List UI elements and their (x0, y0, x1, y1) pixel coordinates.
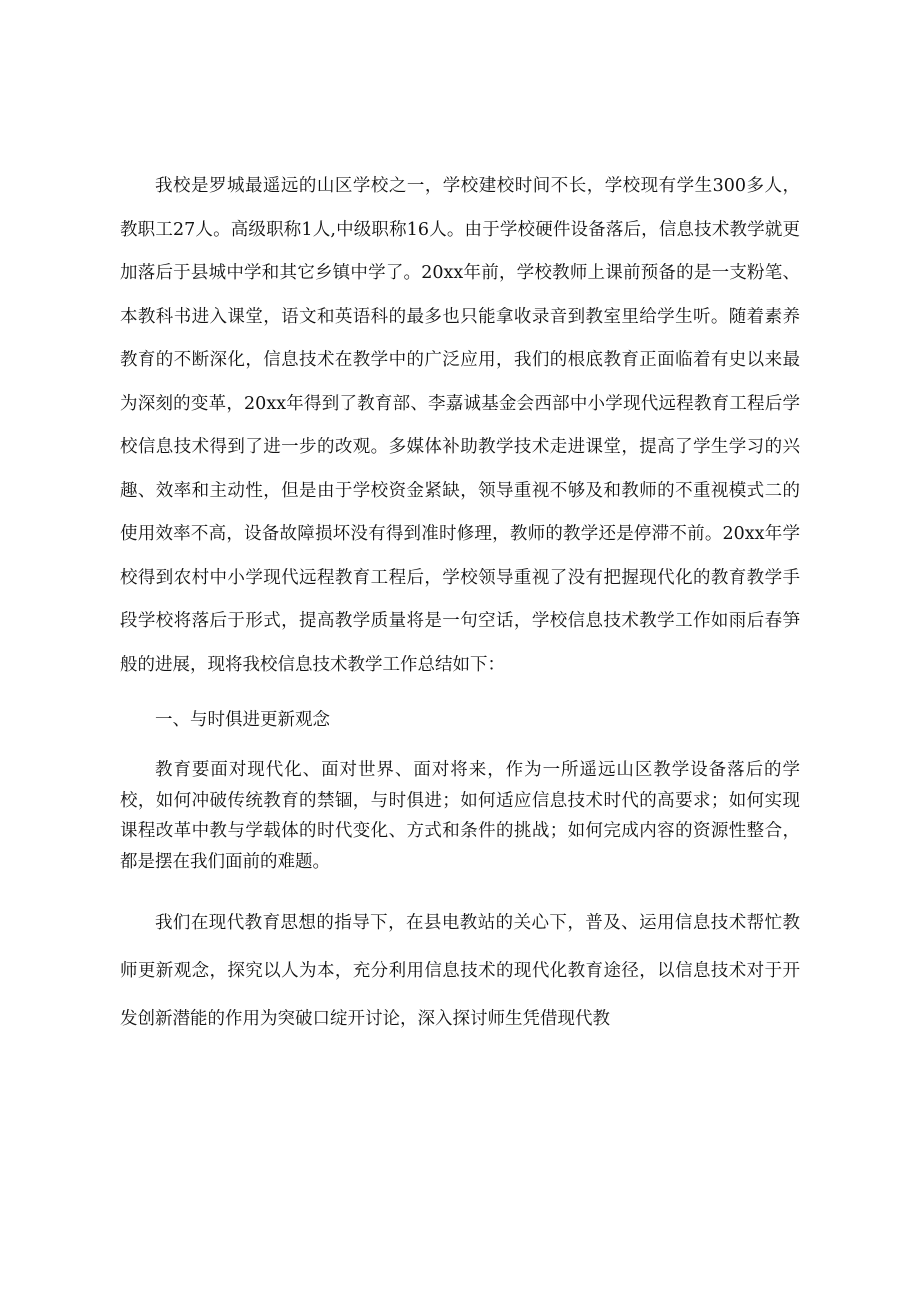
section-paragraph-1: 教育要面对现代化、面对世界、面对将来，作为一所遥远山区教学设备落后的学校，如何冲破传统教育的禁锢，与时俱进；如何适应信息技术时代的高要求；如何实现课程改革中教与学载体的时代变化、方式和条件的挑战；如何完成内容的资源性整合，都是摆在我们面前的难题。 (120, 760, 800, 872)
section-heading: 一、与时俱进更新观念 (155, 710, 330, 730)
intro-paragraph: 我校是罗城最遥远的山区学校之一，学校建校时间不长，学校现有学生300多人，教职工27人。高级职称1人,中级职称16人。由于学校硬件设备落后，信息技术教学就更加落后于县城中学和其它乡镇中学了。20xx年前，学校教师上课前预备的是一支粉笔、本教科书进入课堂，语文和英语科的最多也只能拿收录音到教室里给学生听。随着素养教育的不断深化，信息技术在教学中的广泛应用，我们的根底教育正面临着有史以来最为深刻的变革，20xx年得到了教育部、李嘉诚基金会西部中小学现代远程教育工程后学校信息技术得到了进一步的改观。多媒体补助教学技术走进课堂，提高了学生学习的兴趣、效率和主动性，但是由于学校资金紧缺，领导重视不够及和教师的不重视模式二的使用效率不高，设备故障损坏没有得到准时修理，教师的教学还是停滞不前。20xx年学校得到农村中小学现代远程教育工程后，学校领导重视了没有把握现代化的教育教学手段学校将落后于形式，提高教学质量将是一句空话，学校信息技术教学工作如雨后春笋般的进展，现将我校信息技术教学工作总结如下： (120, 176, 800, 675)
document-body (120, 165, 800, 1043)
section-paragraph-2: 我们在现代教育思想的指导下，在县电教站的关心下，普及、运用信息技术帮忙教师更新观念，探究以人为本，充分利用信息技术的现代化教育途径，以信息技术对于开发创新潜能的作用为突破口绽开讨论，深入探讨师生凭借现代教 (120, 913, 800, 1029)
